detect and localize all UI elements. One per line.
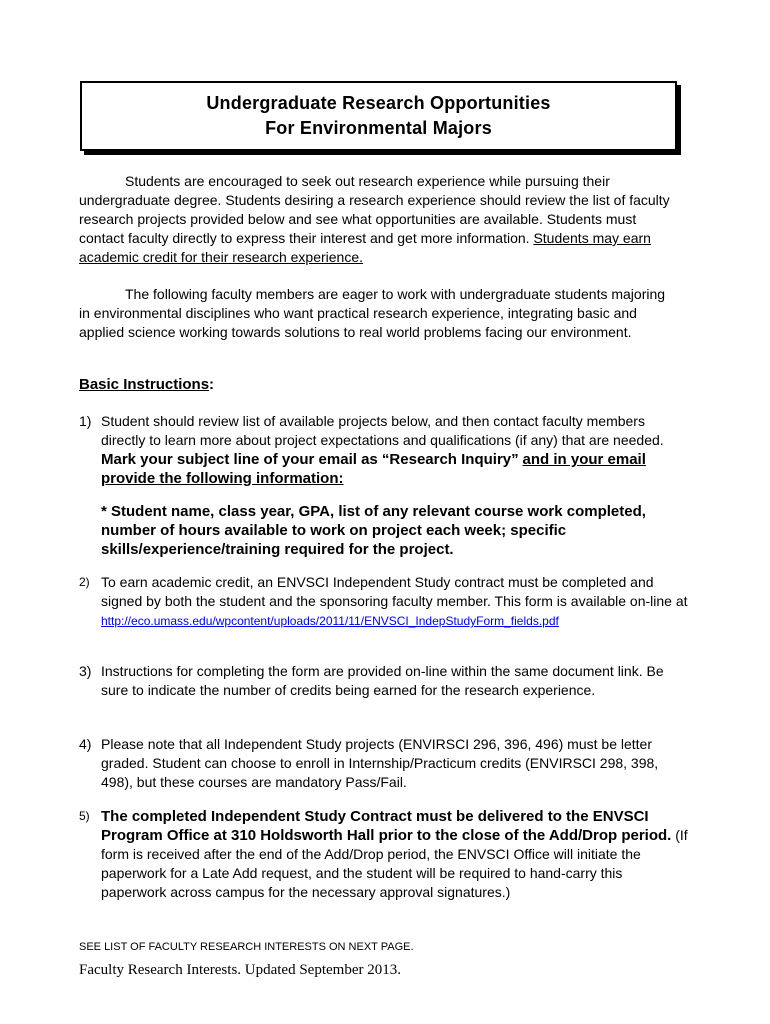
instruction-body (101, 807, 691, 902)
instruction-number: 3) (79, 663, 92, 679)
intro-paragraph-2-text: The following faculty members are eager to work with undergraduate students majoring in environmental disciplines who want practical research experience, integrating basic and applied science working towards solutions to real world problems facing our environment. (79, 286, 666, 340)
instruction-text: To earn academic credit, an ENVSCI Independent Study contract must be completed and signed by both the student and the sponsoring faculty member. This form is available on-line at (101, 574, 688, 609)
basic-instructions-heading-colon: : (209, 376, 215, 393)
intro-paragraph-1-text: Students are encouraged to seek out research experience while pursuing their undergraduate degree. Students desiring a research experience should review the list of faculty research projects provided below and see what opportunities are available. Students must contact faculty directly to express their interest and get more information. (79, 173, 670, 246)
page-title-line-1: Undergraduate Research Opportunities (206, 93, 551, 113)
title-box-shadow-bottom (84, 151, 681, 155)
basic-instructions-heading (79, 376, 214, 393)
instruction-text: Student should review list of available projects below, and then contact faculty members directly to learn more about project expectations and qualifications (if any) that are needed. (101, 413, 664, 448)
instruction-required-info: * Student name, class year, GPA, list of any relevant course work completed, number of hours available to work on project each week; specific skills/experience/training required for the project. (101, 503, 646, 558)
instruction-email-info: and in your email provide the following information: (101, 451, 646, 487)
update-note: Faculty Research Interests. Updated September 2013. (79, 962, 401, 978)
independent-study-form-link[interactable]: http://eco.umass.edu/wpcontent/uploads/2011/11/ENVSCI_IndepStudyForm_fields.pdf (101, 614, 559, 628)
next-page-note: SEE LIST OF FACULTY RESEARCH INTERESTS ON NEXT PAGE. (79, 941, 414, 953)
instruction-number: 1) (79, 413, 92, 429)
instruction-number: 4) (79, 736, 92, 752)
instruction-deadline: The completed Independent Study Contract must be delivered to the ENVSCI Program Office at 310 Holdsworth Hall prior to the close of the Add/Drop period. (101, 808, 672, 844)
instruction-body: Instructions for completing the form are provided on-line within the same document link. Be sure to indicate the number of credits being earned for the research experience. (101, 663, 664, 698)
instruction-number: 2) (79, 575, 90, 589)
instruction-body (101, 412, 691, 488)
instruction-body (101, 573, 691, 631)
instruction-body: Please note that all Independent Study projects (ENVIRSCI 296, 396, 496) must be letter graded. Student can choose to enroll in Internship/Practicum credits (ENVIRSCI 298, 398, 498), but these courses are mandatory Pass/Fail. (101, 736, 659, 790)
instruction-number: 5) (79, 809, 90, 823)
basic-instructions-heading-text: Basic Instructions (79, 376, 210, 393)
intro-paragraph-1 (79, 172, 679, 267)
page-title-line-2: For Environmental Majors (265, 118, 492, 138)
instruction-subject-line: Mark your subject line of your email as “Research Inquiry” (101, 451, 519, 468)
intro-paragraph-2 (79, 285, 679, 342)
instruction-text: (If form is received after the end of the Add/Drop period, the ENVSCI Office will initiate the paperwork for a Late Add request, and the student will be required to hand-carry this paperwork across campus for the necessary approval signatures.) (101, 827, 688, 900)
intro-credit-note: Students may earn academic credit for their research experience. (79, 230, 651, 265)
title-box (80, 81, 677, 151)
title-box-shadow-right (677, 85, 681, 155)
